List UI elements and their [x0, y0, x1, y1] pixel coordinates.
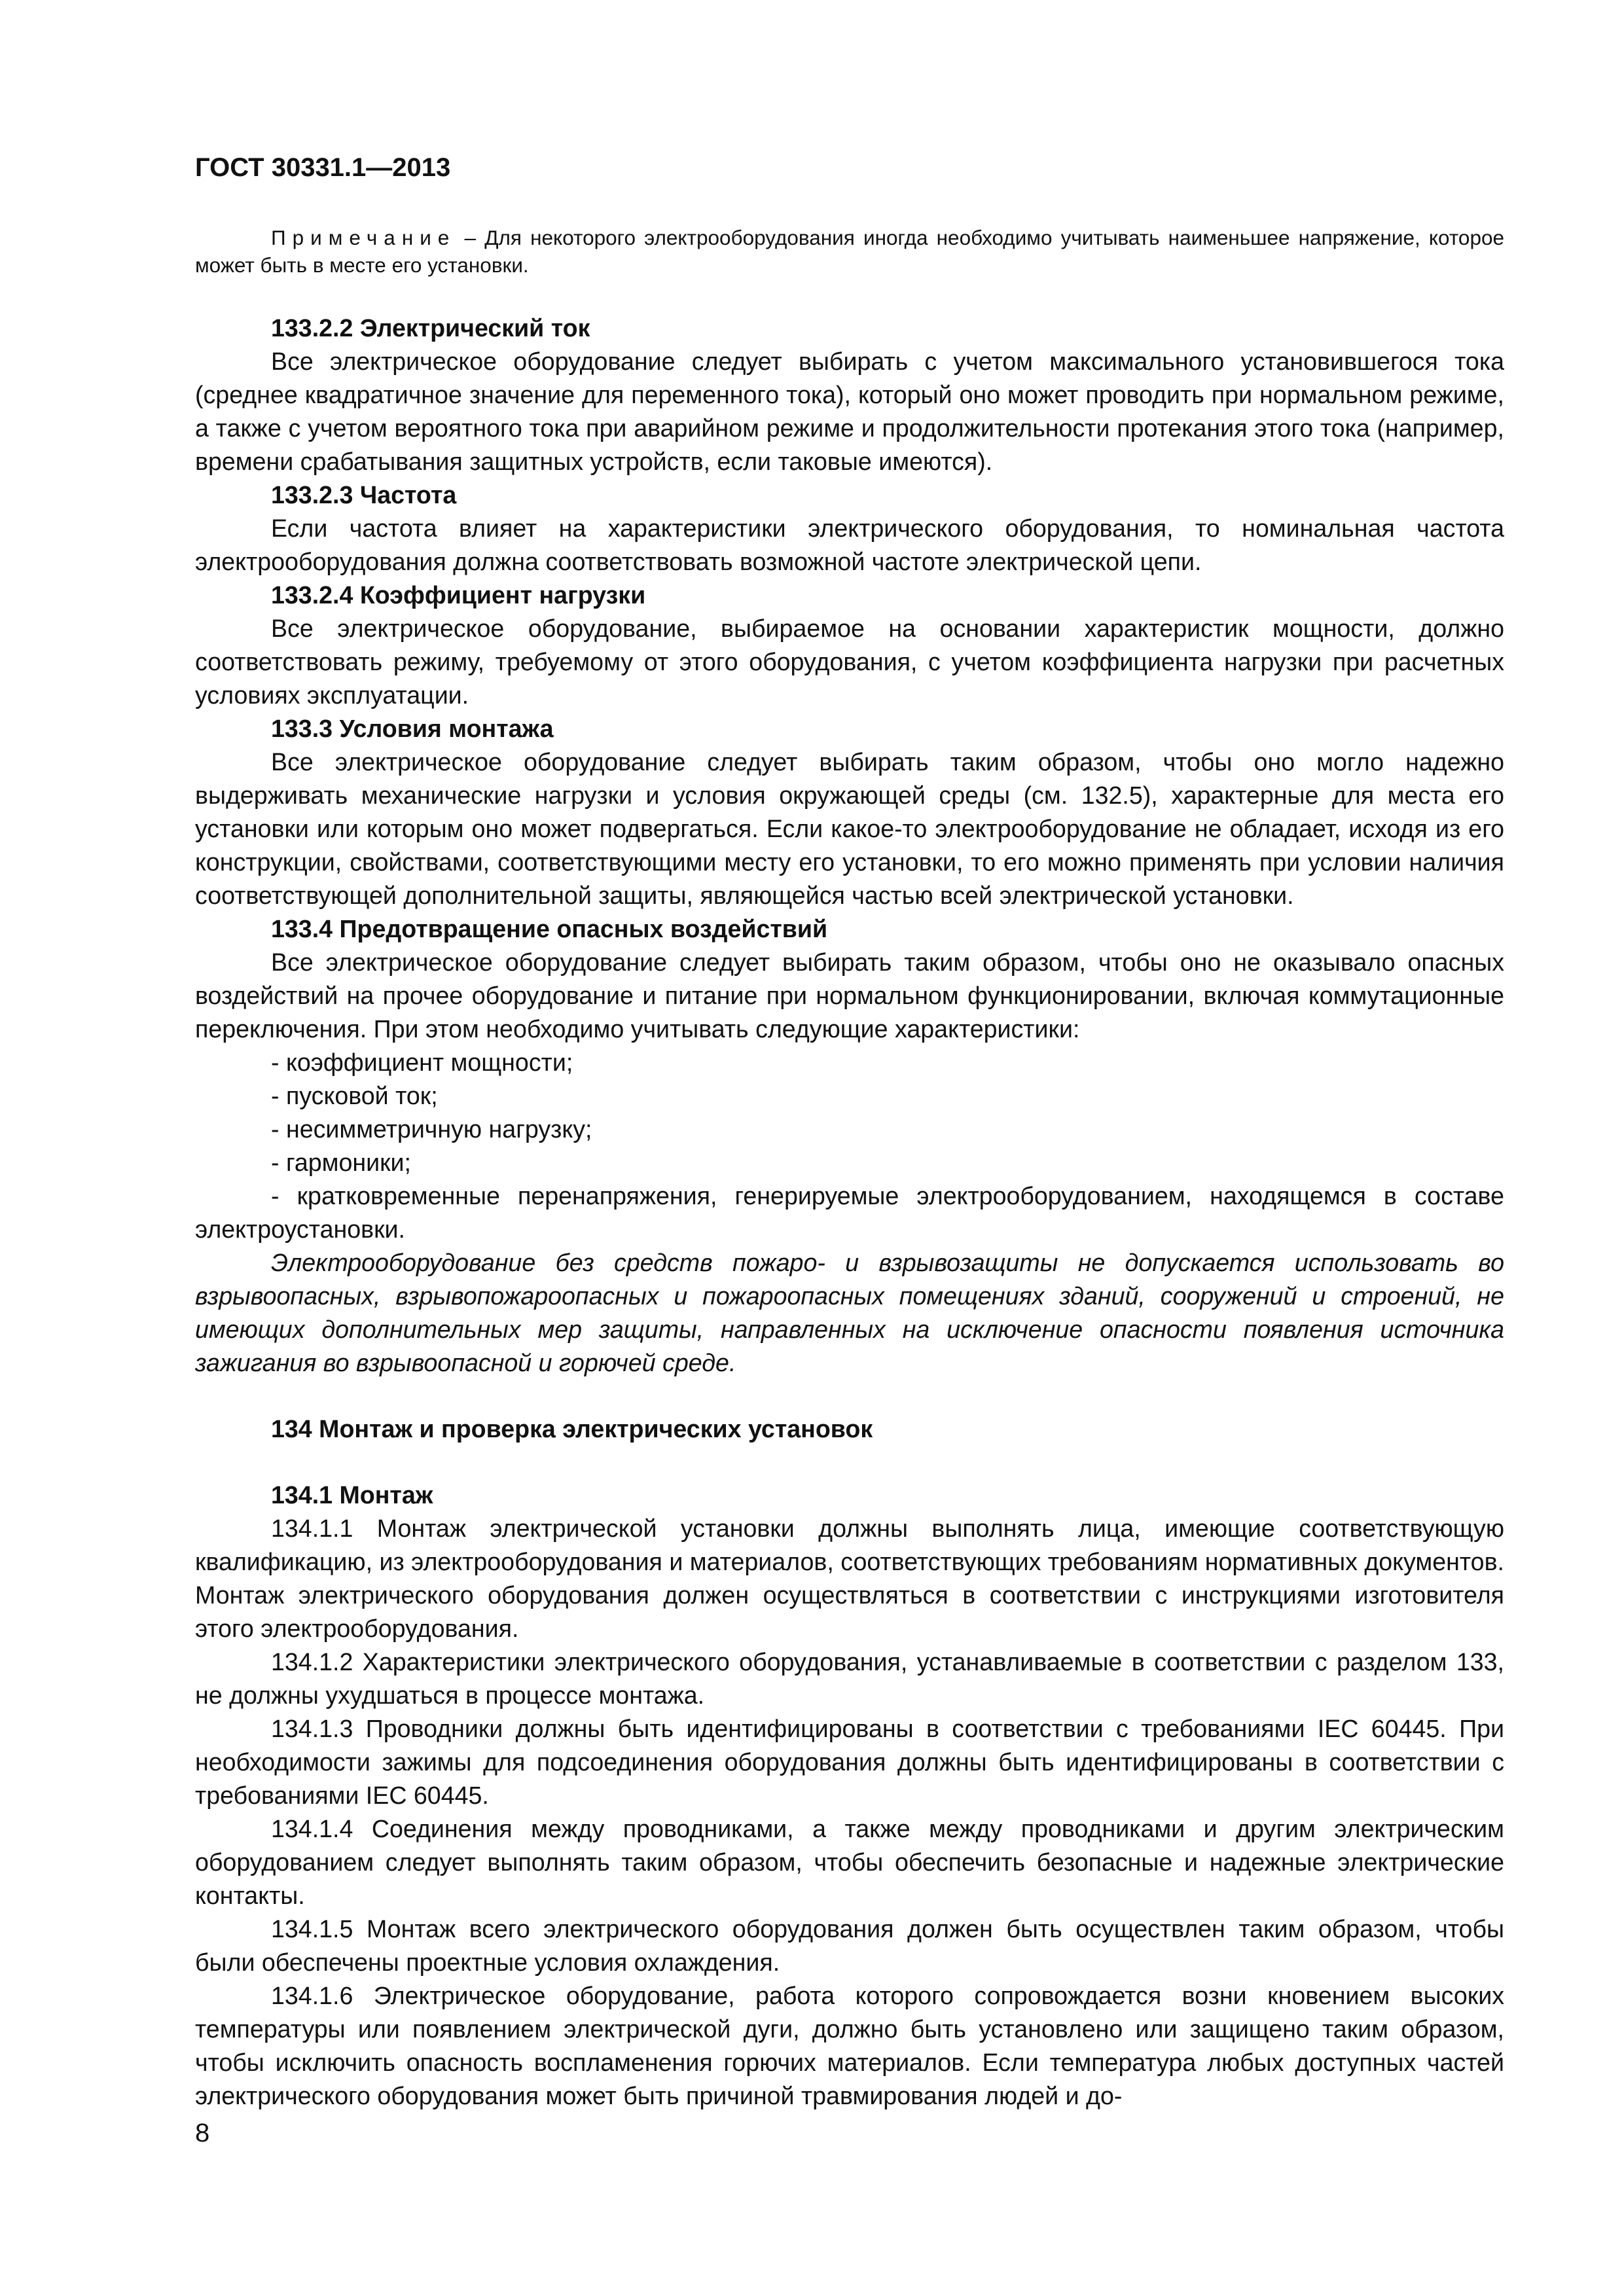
- list-item: - коэффициент мощности;: [271, 1049, 573, 1076]
- section-heading-133-4: 133.4 Предотвращение опасных воздействий: [271, 915, 828, 942]
- paragraph-134-1-2: 134.1.2 Характеристики электрического оборудования, устанавливаемые в соответствии с разделом 133, не должны ухудшаться в процессе монтажа.: [195, 1648, 1504, 1709]
- list-item-last: - кратковременные перенапряжения, генерируемые электрооборудованием, находящемся в составе электроустановки.: [195, 1182, 1504, 1243]
- list-item: - гармоники;: [271, 1149, 411, 1176]
- italic-paragraph: Электрооборудование без средств пожаро- и взрывозащиты не допускается использовать во взрывоопасных, взрывопожароопасных и пожароопасных помещениях зданий, сооружений и строений, не имеющих дополнительных мер защиты, направленных на исключение опасности появления источника зажигания во взрывоопасной и горючей среде.: [195, 1249, 1504, 1376]
- list-item: - несимметричную нагрузку;: [271, 1115, 592, 1143]
- document-header: ГОСТ 30331.1—2013: [195, 153, 451, 182]
- note-text: – Для некоторого электрооборудования иногда необходимо учитывать наименьшее напряжение, которое может быть в месте его установки.: [195, 226, 1504, 277]
- paragraph-134-1-6: 134.1.6 Электрическое оборудование, работа которого сопровождается возни кновением высоких температуры или появлением электрической дуги, должно быть установлено или защищено таким образом, чтобы исключить опасность воспламенения горючих материалов. Если температура любых доступных частей электрического оборудования может быть причиной травмирования людей и до-: [195, 1982, 1504, 2109]
- paragraph-134-1-1: 134.1.1 Монтаж электрической установки должны выполнять лица, имеющие соответствующую квалификацию, из электрооборудования и материалов, соответствующих требованиям нормативных документов. Монтаж электрического оборудования должен осуществляться в соответствии с инструкциями изготовителя этого электрооборудования.: [195, 1515, 1504, 1642]
- note-paragraph: [195, 224, 1504, 279]
- note-label: Примечание: [271, 226, 456, 249]
- document-page: [195, 151, 1504, 2113]
- section-heading-134-1: 134.1 Монтаж: [271, 1481, 433, 1509]
- paragraph-134-1-4: 134.1.4 Соединения между проводниками, а также между проводниками и другим электрическим оборудованием следует выполнять таким образом, чтобы обеспечить безопасные и надежные электрические контакты.: [195, 1815, 1504, 1909]
- list-item: - пусковой ток;: [271, 1082, 438, 1109]
- paragraph-134-1-3: 134.1.3 Проводники должны быть идентифицированы в соответствии с требованиями IEC 60445. При необходимости зажимы для подсоединения оборудования должны быть идентифицированы в соответствии с требованиями IEC 60445.: [195, 1715, 1504, 1809]
- section-heading-133-2-3: 133.2.3 Частота: [271, 481, 457, 509]
- paragraph-134-1-5: 134.1.5 Монтаж всего электрического оборудования должен быть осуществлен таким образом, чтобы были обеспечены проектные условия охлаждения.: [195, 1915, 1504, 1976]
- paragraph-load-factor: Все электрическое оборудование, выбираемое на основании характеристик мощности, должно соответствовать режиму, требуемому от этого оборудования, с учетом коэффициента нагрузки при расчетных условиях эксплуатации.: [195, 615, 1504, 709]
- paragraph-hazard-prevention: Все электрическое оборудование следует выбирать таким образом, чтобы оно не оказывало опасных воздействий на прочее оборудование и питание при нормальном функционировании, включая коммутационные переключения. При этом необходимо учитывать следующие характеристики:: [195, 948, 1504, 1043]
- paragraph-current: Все электрическое оборудование следует выбирать с учетом максимального установившегося тока (среднее квадратичное значение для переменного тока), который оно может проводить при нормальном режиме, а также с учетом вероятного тока при аварийном режиме и продолжительности протекания этого тока (например, времени срабатывания защитных устройств, если таковые имеются).: [195, 348, 1504, 475]
- section-heading-133-2-4: 133.2.4 Коэффициент нагрузки: [271, 581, 646, 609]
- section-heading-133-2-2: 133.2.2 Электрический ток: [271, 314, 590, 342]
- section-heading-134: 134 Монтаж и проверка электрических установок: [271, 1415, 873, 1443]
- paragraph-mounting-conditions: Все электрическое оборудование следует выбирать таким образом, чтобы оно могло надежно выдерживать механические нагрузки и условия окружающей среды (см. 132.5), характерные для места его установки или которым оно может подвергаться. Если какое-то электрооборудование не обладает, исходя из его конструкции, свойствами, соответствующими месту его установки, то его можно применять при условии наличия соответствующей дополнительной защиты, являющейся частью всей электрической установки.: [195, 748, 1504, 909]
- section-heading-133-3: 133.3 Условия монтажа: [271, 715, 554, 742]
- paragraph-frequency: Если частота влияет на характеристики электрического оборудования, то номинальная частота электрооборудования должна соответствовать возможной частоте электрической цепи.: [195, 514, 1504, 575]
- page-number: 8: [195, 2119, 210, 2147]
